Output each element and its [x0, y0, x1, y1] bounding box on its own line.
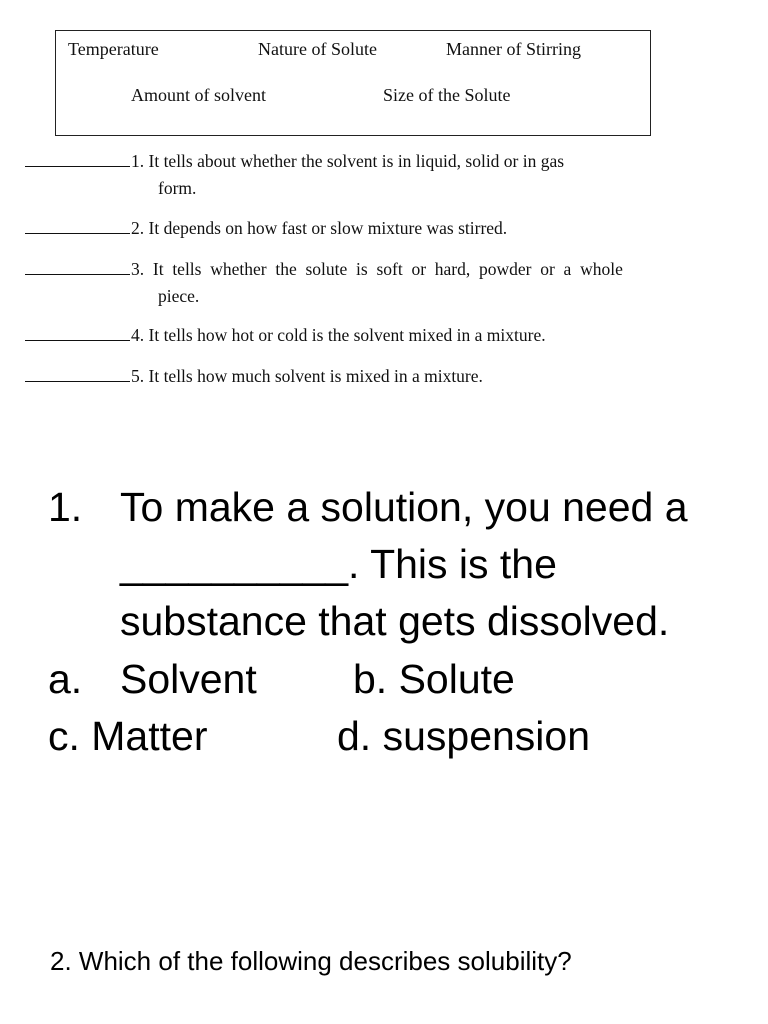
- matching-item-1-continuation: form.: [158, 178, 197, 198]
- matching-item-5: [25, 363, 483, 390]
- word-bank-box: [55, 30, 651, 136]
- question-1-line-2: __________. This is the: [120, 541, 557, 587]
- matching-item-3: [25, 256, 623, 283]
- question-2: 2. Which of the following describes solubility?: [50, 946, 572, 976]
- choice-d[interactable]: d. suspension: [337, 713, 591, 759]
- question-1-line-1: To make a solution, you need a: [120, 484, 688, 530]
- word-bank-temperature: Temperature: [68, 39, 159, 59]
- answer-blank[interactable]: [25, 365, 130, 382]
- choice-a[interactable]: Solvent: [120, 656, 257, 702]
- answer-blank[interactable]: [25, 150, 130, 167]
- matching-item-text: 1. It tells about whether the solvent is in liquid, solid or in gas: [131, 151, 565, 171]
- choice-b[interactable]: b. Solute: [353, 656, 515, 702]
- answer-blank[interactable]: [25, 258, 130, 275]
- matching-item-text: 3. It tells whether the solute is soft or hard, powder or a whole: [131, 259, 623, 279]
- question-1-line-3: substance that gets dissolved.: [120, 598, 670, 644]
- matching-item-3-continuation: piece.: [158, 286, 200, 306]
- matching-item-text: 4. It tells how hot or cold is the solvent mixed in a mixture.: [131, 325, 546, 345]
- question-1-number: 1.: [48, 484, 83, 530]
- choice-c[interactable]: c. Matter: [48, 713, 208, 759]
- matching-item-text: 2. It depends on how fast or slow mixture was stirred.: [131, 218, 508, 238]
- choice-a-letter: a.: [48, 656, 83, 702]
- matching-item-2: [25, 215, 507, 242]
- answer-blank[interactable]: [25, 324, 130, 341]
- matching-item-text: 5. It tells how much solvent is mixed in a mixture.: [131, 366, 483, 386]
- word-bank-nature-of-solute: Nature of Solute: [258, 39, 377, 59]
- matching-item-4: [25, 322, 546, 349]
- word-bank-size-of-solute: Size of the Solute: [383, 85, 511, 105]
- word-bank-manner-of-stirring: Manner of Stirring: [446, 39, 581, 59]
- matching-item-1: [25, 148, 564, 175]
- word-bank-amount-of-solvent: Amount of solvent: [131, 85, 266, 105]
- answer-blank[interactable]: [25, 217, 130, 234]
